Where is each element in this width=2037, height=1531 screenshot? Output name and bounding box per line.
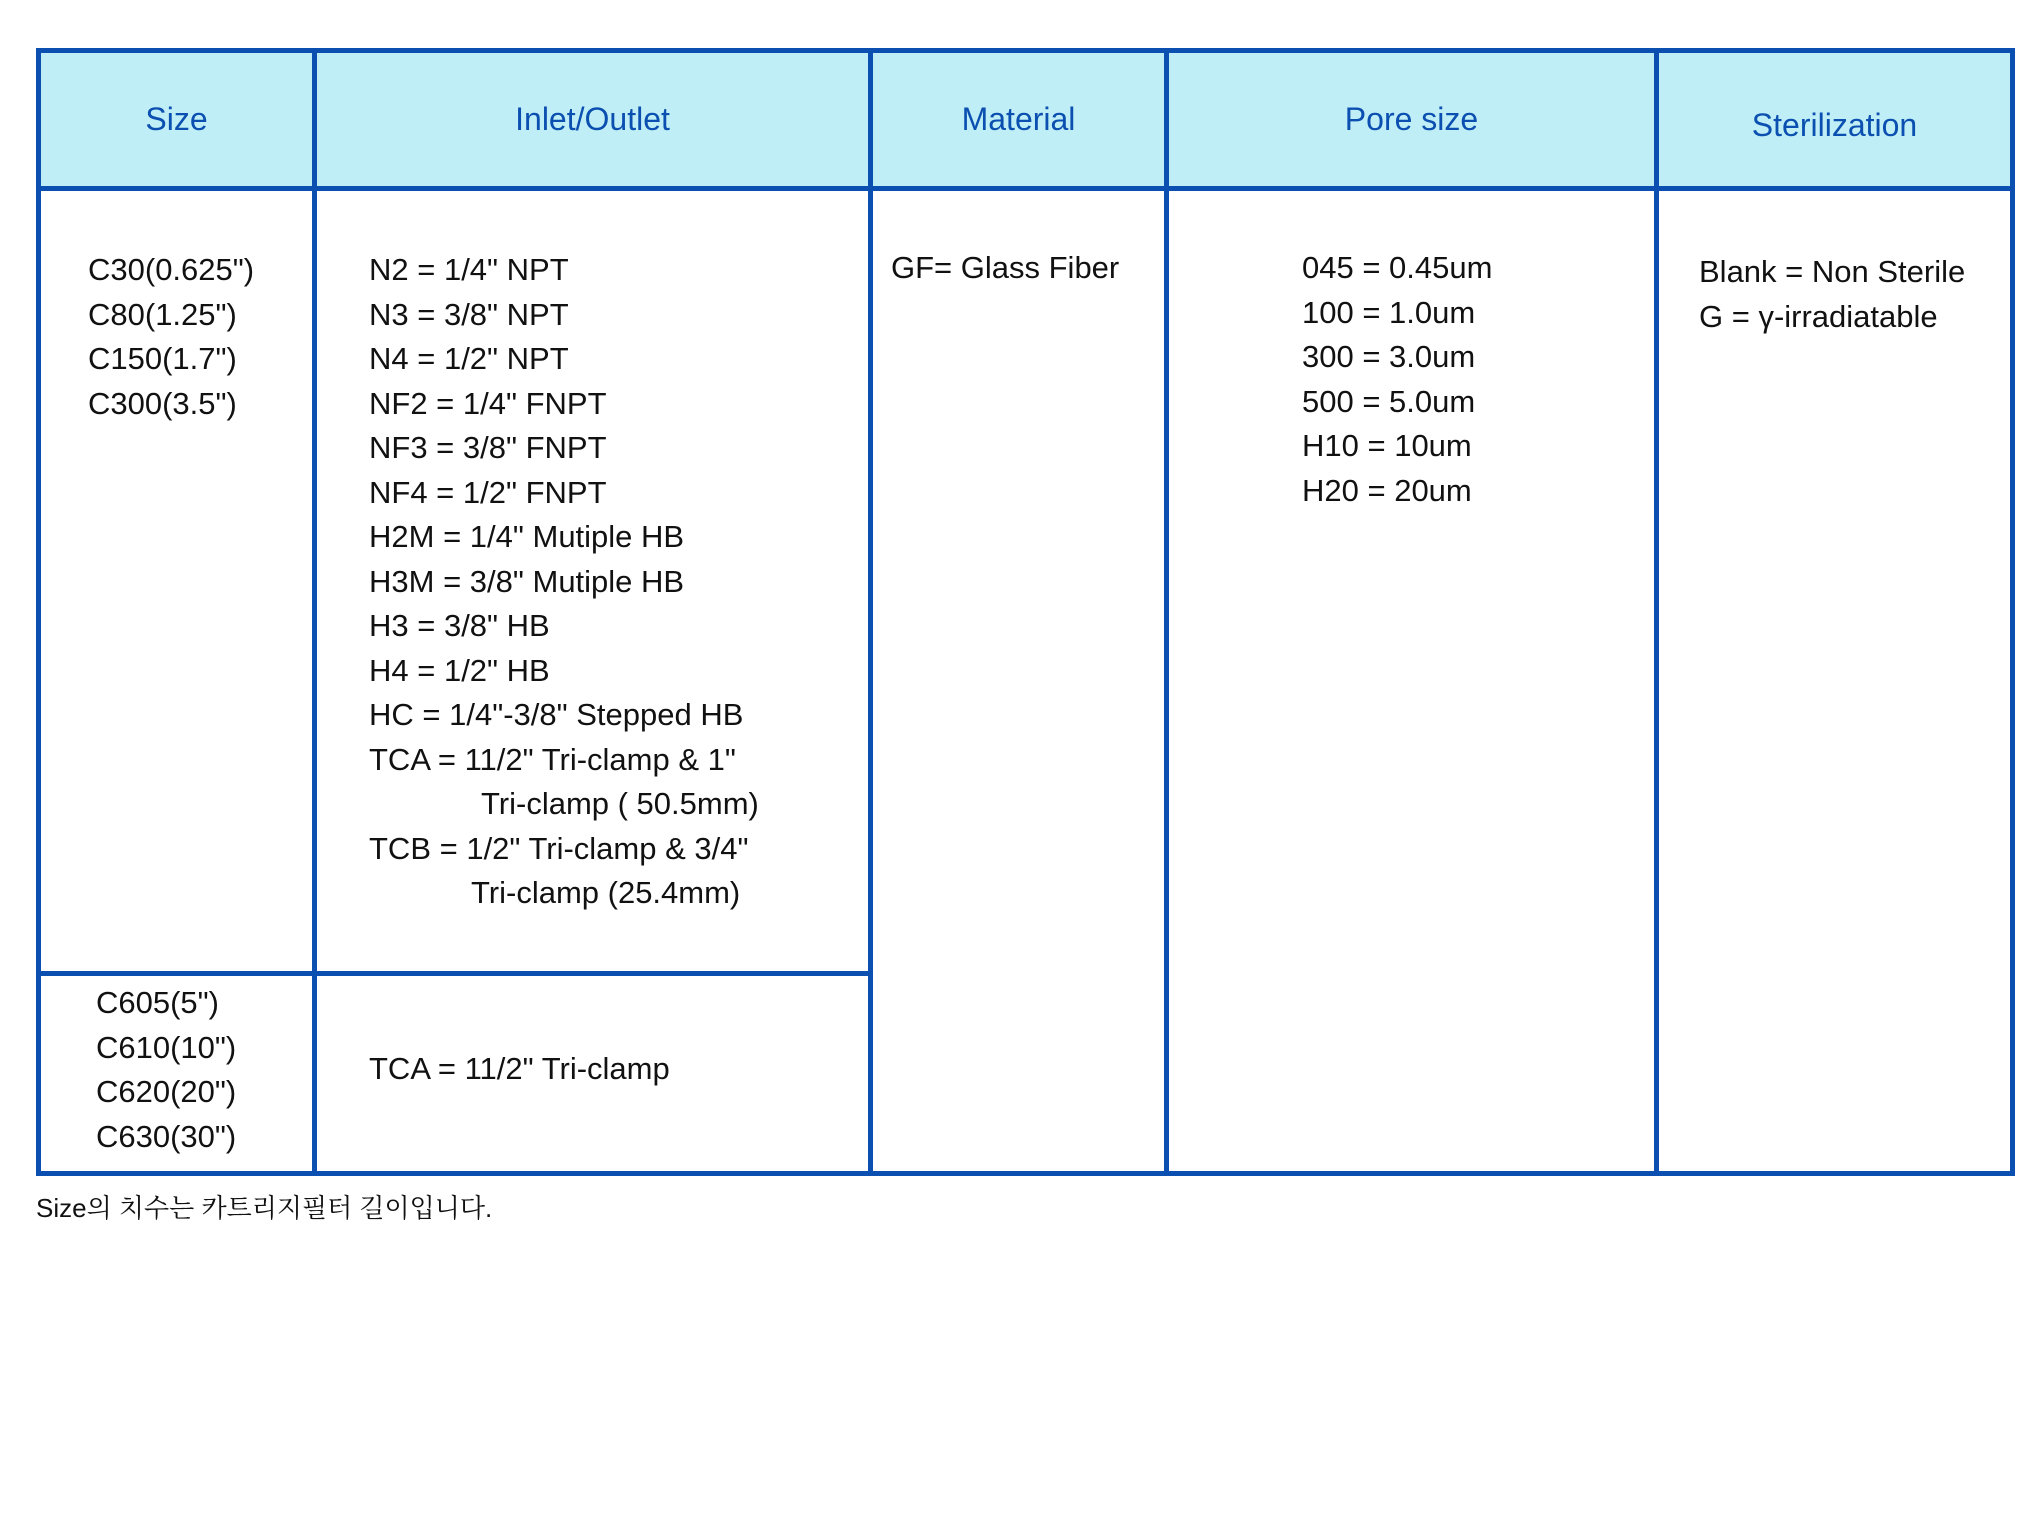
inlet-item-continued: Tri-clamp ( 50.5mm) xyxy=(481,786,759,821)
header-size: Size xyxy=(145,101,208,137)
inlet-item: H4 = 1/2" HB xyxy=(369,652,550,688)
sterilization-item: Blank = Non Sterile xyxy=(1699,254,1966,289)
header-inlet-outlet: Inlet/Outlet xyxy=(515,101,670,137)
inlet-item: TCA = 11/2" Tri-clamp & 1" xyxy=(369,741,736,777)
size-item: C150(1.7") xyxy=(88,341,237,376)
size-item: C80(1.25") xyxy=(88,296,237,332)
pore-size-item: 300 = 3.0um xyxy=(1302,339,1476,374)
inlet-item: TCB = 1/2" Tri-clamp & 3/4" xyxy=(369,830,749,866)
material-list xyxy=(891,246,1119,291)
pore-size-list xyxy=(1302,246,1492,513)
footnote: Size의 치수는 카트리지필터 길이입니다. xyxy=(36,1193,493,1223)
inlet-item-continued: Tri-clamp (25.4mm) xyxy=(471,875,741,910)
inlet-list-bottom xyxy=(369,1047,670,1092)
column-divider xyxy=(1654,53,1659,1171)
inlet-item: N3 = 3/8" NPT xyxy=(369,296,569,332)
column-divider xyxy=(868,53,873,1171)
header-material: Material xyxy=(961,101,1076,137)
inlet-item: N2 = 1/4" NPT xyxy=(369,252,569,287)
inlet-item: TCA = 11/2" Tri-clamp xyxy=(369,1051,670,1086)
size-item: C610(10") xyxy=(96,1029,237,1065)
inlet-item: NF4 = 1/2" FNPT xyxy=(369,474,607,510)
row-divider xyxy=(41,971,873,976)
size-item: C630(30") xyxy=(96,1118,237,1154)
pore-size-item: H10 = 10um xyxy=(1302,428,1472,463)
pore-size-item: 100 = 1.0um xyxy=(1302,294,1476,330)
header-pore-size: Pore size xyxy=(1344,101,1479,137)
size-item: C605(5") xyxy=(96,985,220,1020)
pore-size-item: 045 = 0.45um xyxy=(1302,250,1493,285)
size-item: C300(3.5") xyxy=(88,385,237,421)
inlet-item: HC = 1/4"-3/8" Stepped HB xyxy=(369,697,744,732)
inlet-item: H2M = 1/4" Mutiple HB xyxy=(369,519,685,554)
pore-size-item: 500 = 5.0um xyxy=(1302,383,1476,419)
sterilization-item: G = γ-irradiatable xyxy=(1699,298,1938,334)
inlet-list-top xyxy=(369,248,759,916)
size-item: C30(0.625") xyxy=(88,252,255,287)
sterilization-list xyxy=(1699,250,1965,339)
inlet-item: H3 = 3/8" HB xyxy=(369,608,550,643)
inlet-item: H3M = 3/8" Mutiple HB xyxy=(369,563,685,599)
inlet-item: NF2 = 1/4" FNPT xyxy=(369,385,607,421)
column-divider xyxy=(312,53,317,1171)
size-list-bottom xyxy=(96,981,236,1159)
material-item: GF= Glass Fiber xyxy=(891,250,1120,285)
header-sterilization: Sterilization xyxy=(1751,107,1918,143)
pore-size-item: H20 = 20um xyxy=(1302,472,1472,508)
size-list-top xyxy=(88,248,254,426)
size-item: C620(20") xyxy=(96,1074,237,1109)
inlet-item: NF3 = 3/8" FNPT xyxy=(369,430,607,465)
spec-table xyxy=(36,48,2015,1176)
column-divider xyxy=(1164,53,1169,1171)
inlet-item: N4 = 1/2" NPT xyxy=(369,341,569,376)
